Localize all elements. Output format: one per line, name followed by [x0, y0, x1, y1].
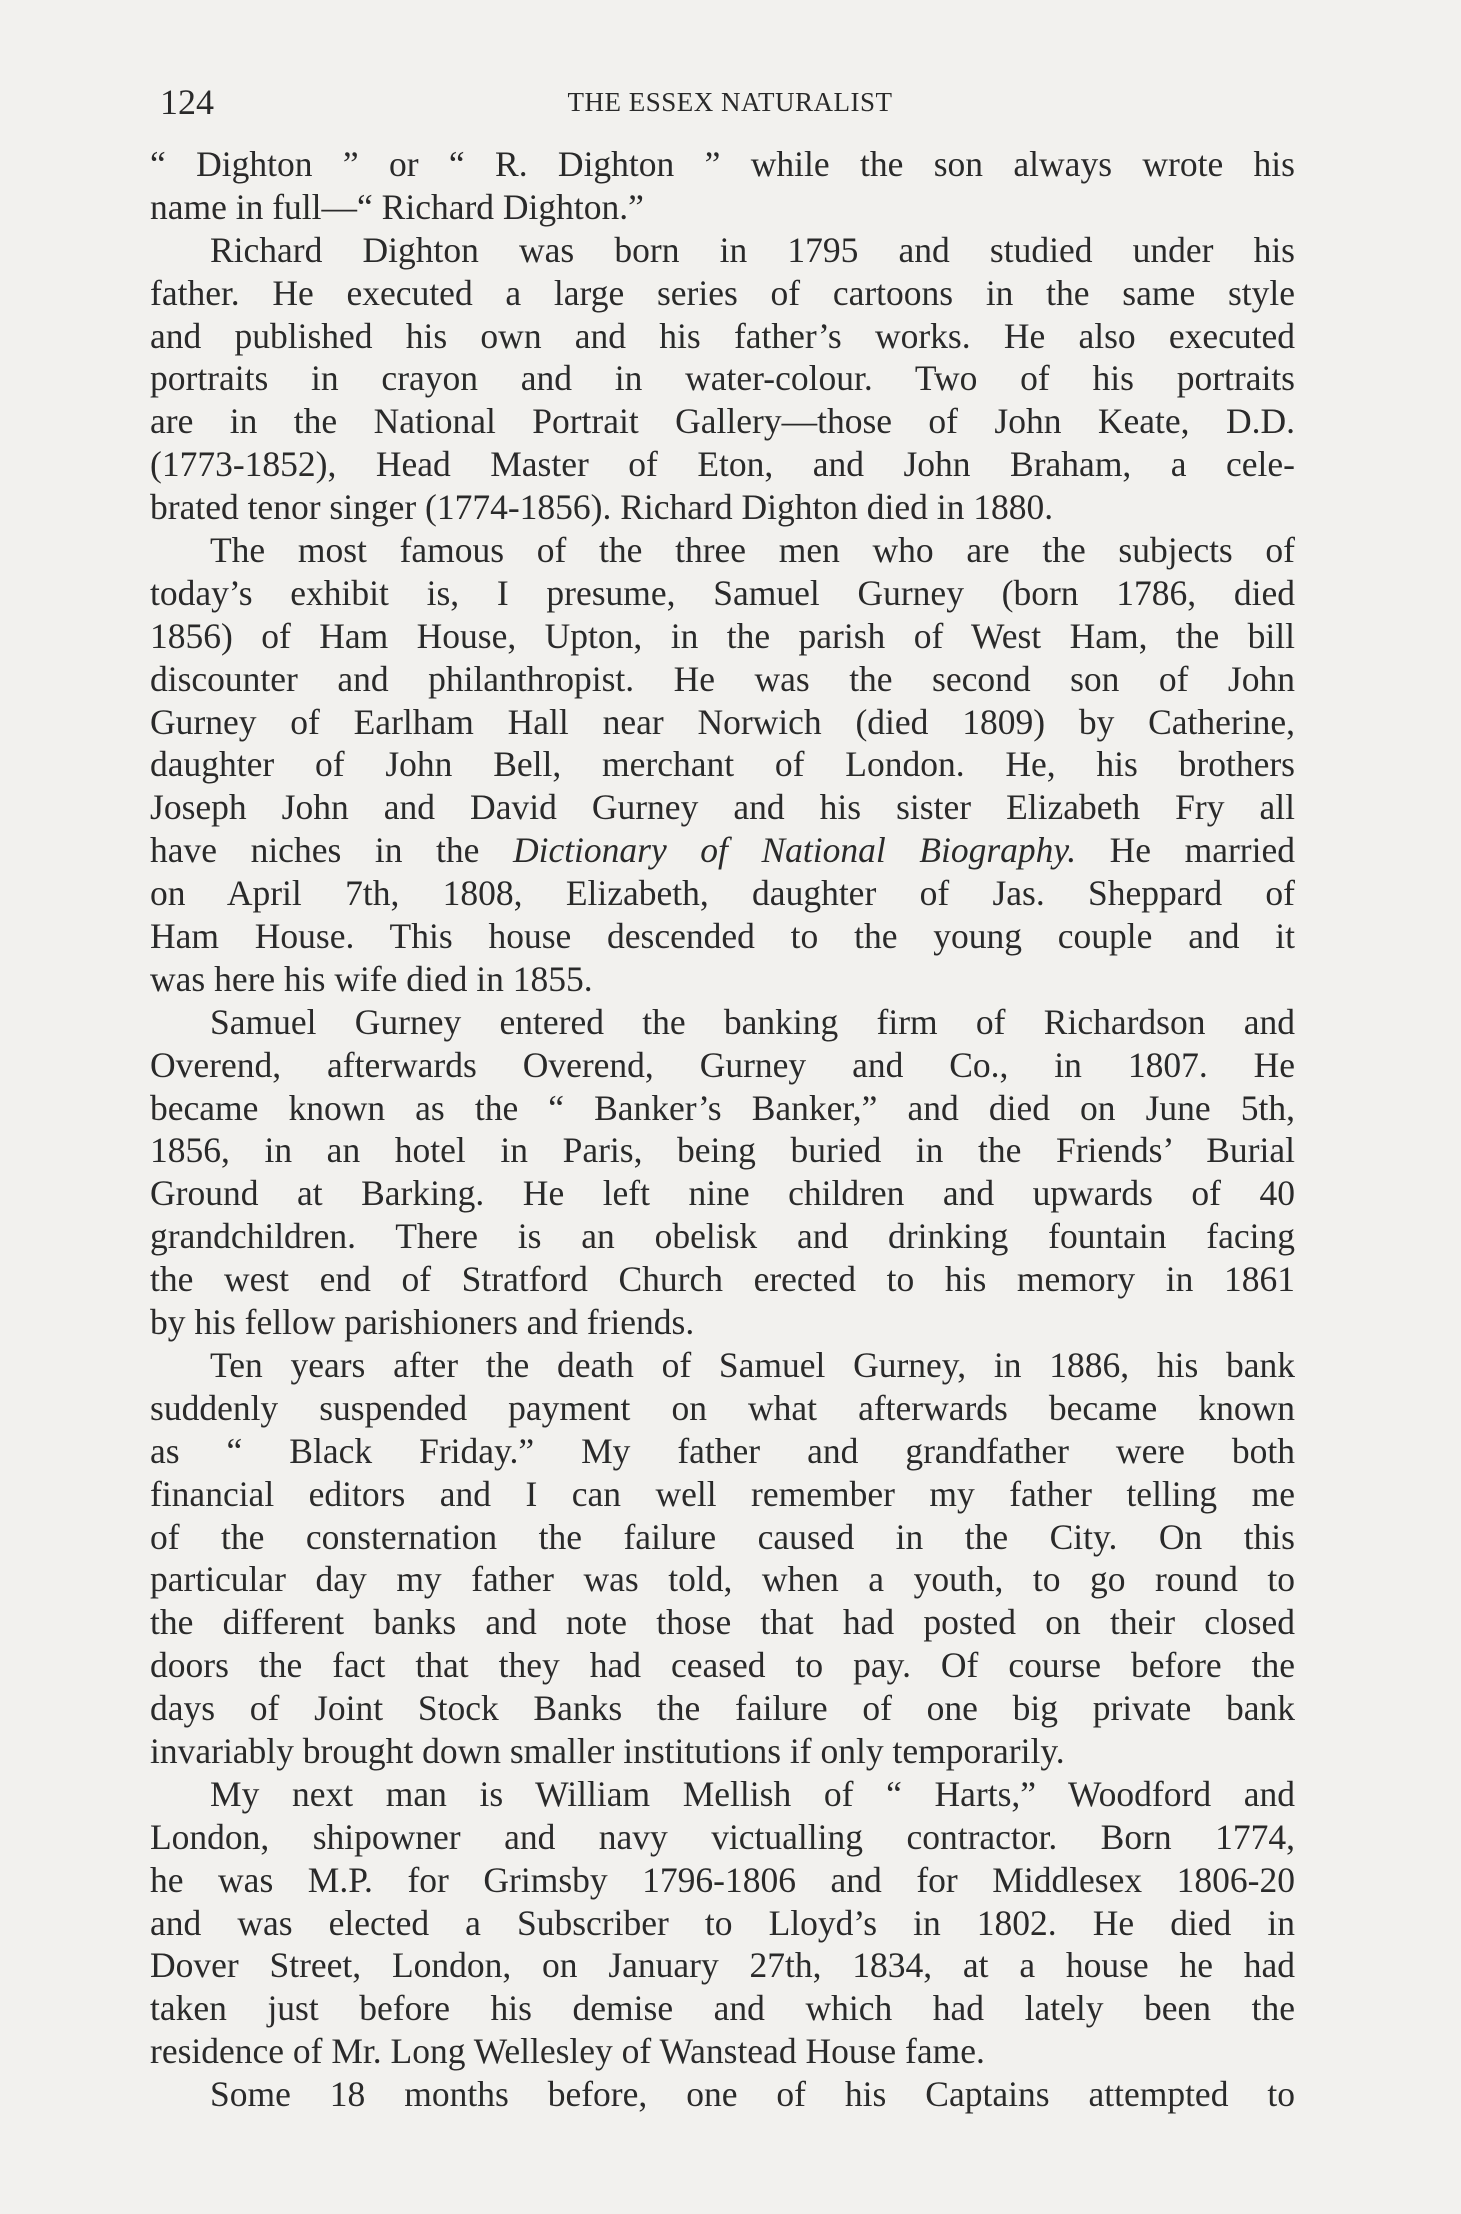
text-line: today’s exhibit is, I presume, Samuel Gurney (born 1786, died: [150, 572, 1295, 613]
text-line: London, shipowner and navy victualling contractor. Born 1774,: [150, 1816, 1295, 1857]
text-line: suddenly suspended payment on what afterwards became known: [150, 1387, 1295, 1428]
text-line: brated tenor singer (1774-1856). Richard Dighton died in 1880.: [150, 487, 1054, 528]
text-line: and was elected a Subscriber to Lloyd’s in 1802. He died in: [150, 1902, 1295, 1943]
text-line: Ham House. This house descended to the young couple and it: [150, 916, 1295, 957]
text-line: Gurney of Earlham Hall near Norwich (died 1809) by Catherine,: [150, 701, 1295, 742]
text-line: 1856, in an hotel in Paris, being buried in the Friends’ Burial: [150, 1130, 1295, 1171]
running-title: THE ESSEX NATURALIST: [567, 87, 893, 117]
text-line: daughter of John Bell, merchant of London. He, his brothers: [150, 744, 1295, 785]
text-line: Richard Dighton was born in 1795 and studied under his: [210, 229, 1295, 270]
body-text: [150, 143, 1295, 2116]
text-line: are in the National Portrait Gallery—those of John Keate, D.D.: [150, 401, 1295, 442]
text-line: Ground at Barking. He left nine children and upwards of 40: [150, 1173, 1295, 1214]
text-line: name in full—“ Richard Dighton.”: [150, 186, 644, 227]
text-line: [150, 829, 1295, 872]
text-line: days of Joint Stock Banks the failure of one big private bank: [150, 1688, 1295, 1729]
text-line: “ Dighton ” or “ R. Dighton ” while the son always wrote his: [150, 144, 1295, 184]
text-line: residence of Mr. Long Wellesley of Wanstead House fame.: [150, 2031, 985, 2072]
text-line: particular day my father was told, when a youth, to go round to: [150, 1559, 1295, 1600]
text-line: Samuel Gurney entered the banking firm of Richardson and: [210, 1001, 1295, 1042]
text-span: He married: [1076, 830, 1295, 871]
text-line: the different banks and note those that had posted on their closed: [150, 1602, 1295, 1643]
text-line: of the consternation the failure caused in the City. On this: [150, 1516, 1295, 1557]
text-line: My next man is William Mellish of “ Harts,” Woodford and: [210, 1773, 1295, 1814]
text-line: 1856) of Ham House, Upton, in the parish of West Ham, the bill: [150, 615, 1295, 656]
text-line: (1773-1852), Head Master of Eton, and John Braham, a cele-: [150, 444, 1295, 485]
text-line: portraits in crayon and in water-colour. Two of his portraits: [150, 358, 1295, 399]
text-line: was here his wife died in 1855.: [150, 958, 593, 999]
text-line: invariably brought down smaller institutions if only temporarily.: [150, 1730, 1065, 1771]
text-line: taken just before his demise and which had lately been the: [150, 1988, 1295, 2029]
text-line: he was M.P. for Grimsby 1796-1806 and for Middlesex 1806-20: [150, 1859, 1295, 1900]
text-line: on April 7th, 1808, Elizabeth, daughter of Jas. Sheppard of: [150, 873, 1295, 914]
text-line: Some 18 months before, one of his Captains attempted to: [210, 2074, 1295, 2115]
text-span: have niches in the: [150, 830, 513, 871]
text-line: doors the fact that they had ceased to pay. Of course before the: [150, 1645, 1295, 1686]
text-line: Ten years after the death of Samuel Gurney, in 1886, his bank: [210, 1344, 1295, 1385]
text-line: as “ Black Friday.” My father and grandfather were both: [150, 1430, 1295, 1471]
text-line: the west end of Stratford Church erected to his memory in 1861: [150, 1259, 1295, 1300]
text-line: Dover Street, London, on January 27th, 1834, at a house he had: [150, 1945, 1295, 1986]
text-line: discounter and philanthropist. He was the second son of John: [150, 658, 1295, 699]
text-line: Joseph John and David Gurney and his sister Elizabeth Fry all: [150, 787, 1295, 828]
text-line: and published his own and his father’s works. He also executed: [150, 315, 1295, 356]
text-line: became known as the “ Banker’s Banker,” and died on June 5th,: [150, 1087, 1295, 1128]
text-line: Overend, afterwards Overend, Gurney and Co., in 1807. He: [150, 1044, 1295, 1085]
text-line: father. He executed a large series of cartoons in the same style: [150, 272, 1295, 313]
text-line: by his fellow parishioners and friends.: [150, 1302, 695, 1343]
text-line: grandchildren. There is an obelisk and drinking fountain facing: [150, 1216, 1295, 1257]
text-line: financial editors and I can well remember my father telling me: [150, 1473, 1295, 1514]
page-number: 124: [160, 82, 214, 122]
page-header: [160, 76, 1300, 128]
text-line: The most famous of the three men who are the subjects of: [210, 530, 1295, 571]
italic-title: Dictionary of National Biography.: [512, 830, 1077, 871]
